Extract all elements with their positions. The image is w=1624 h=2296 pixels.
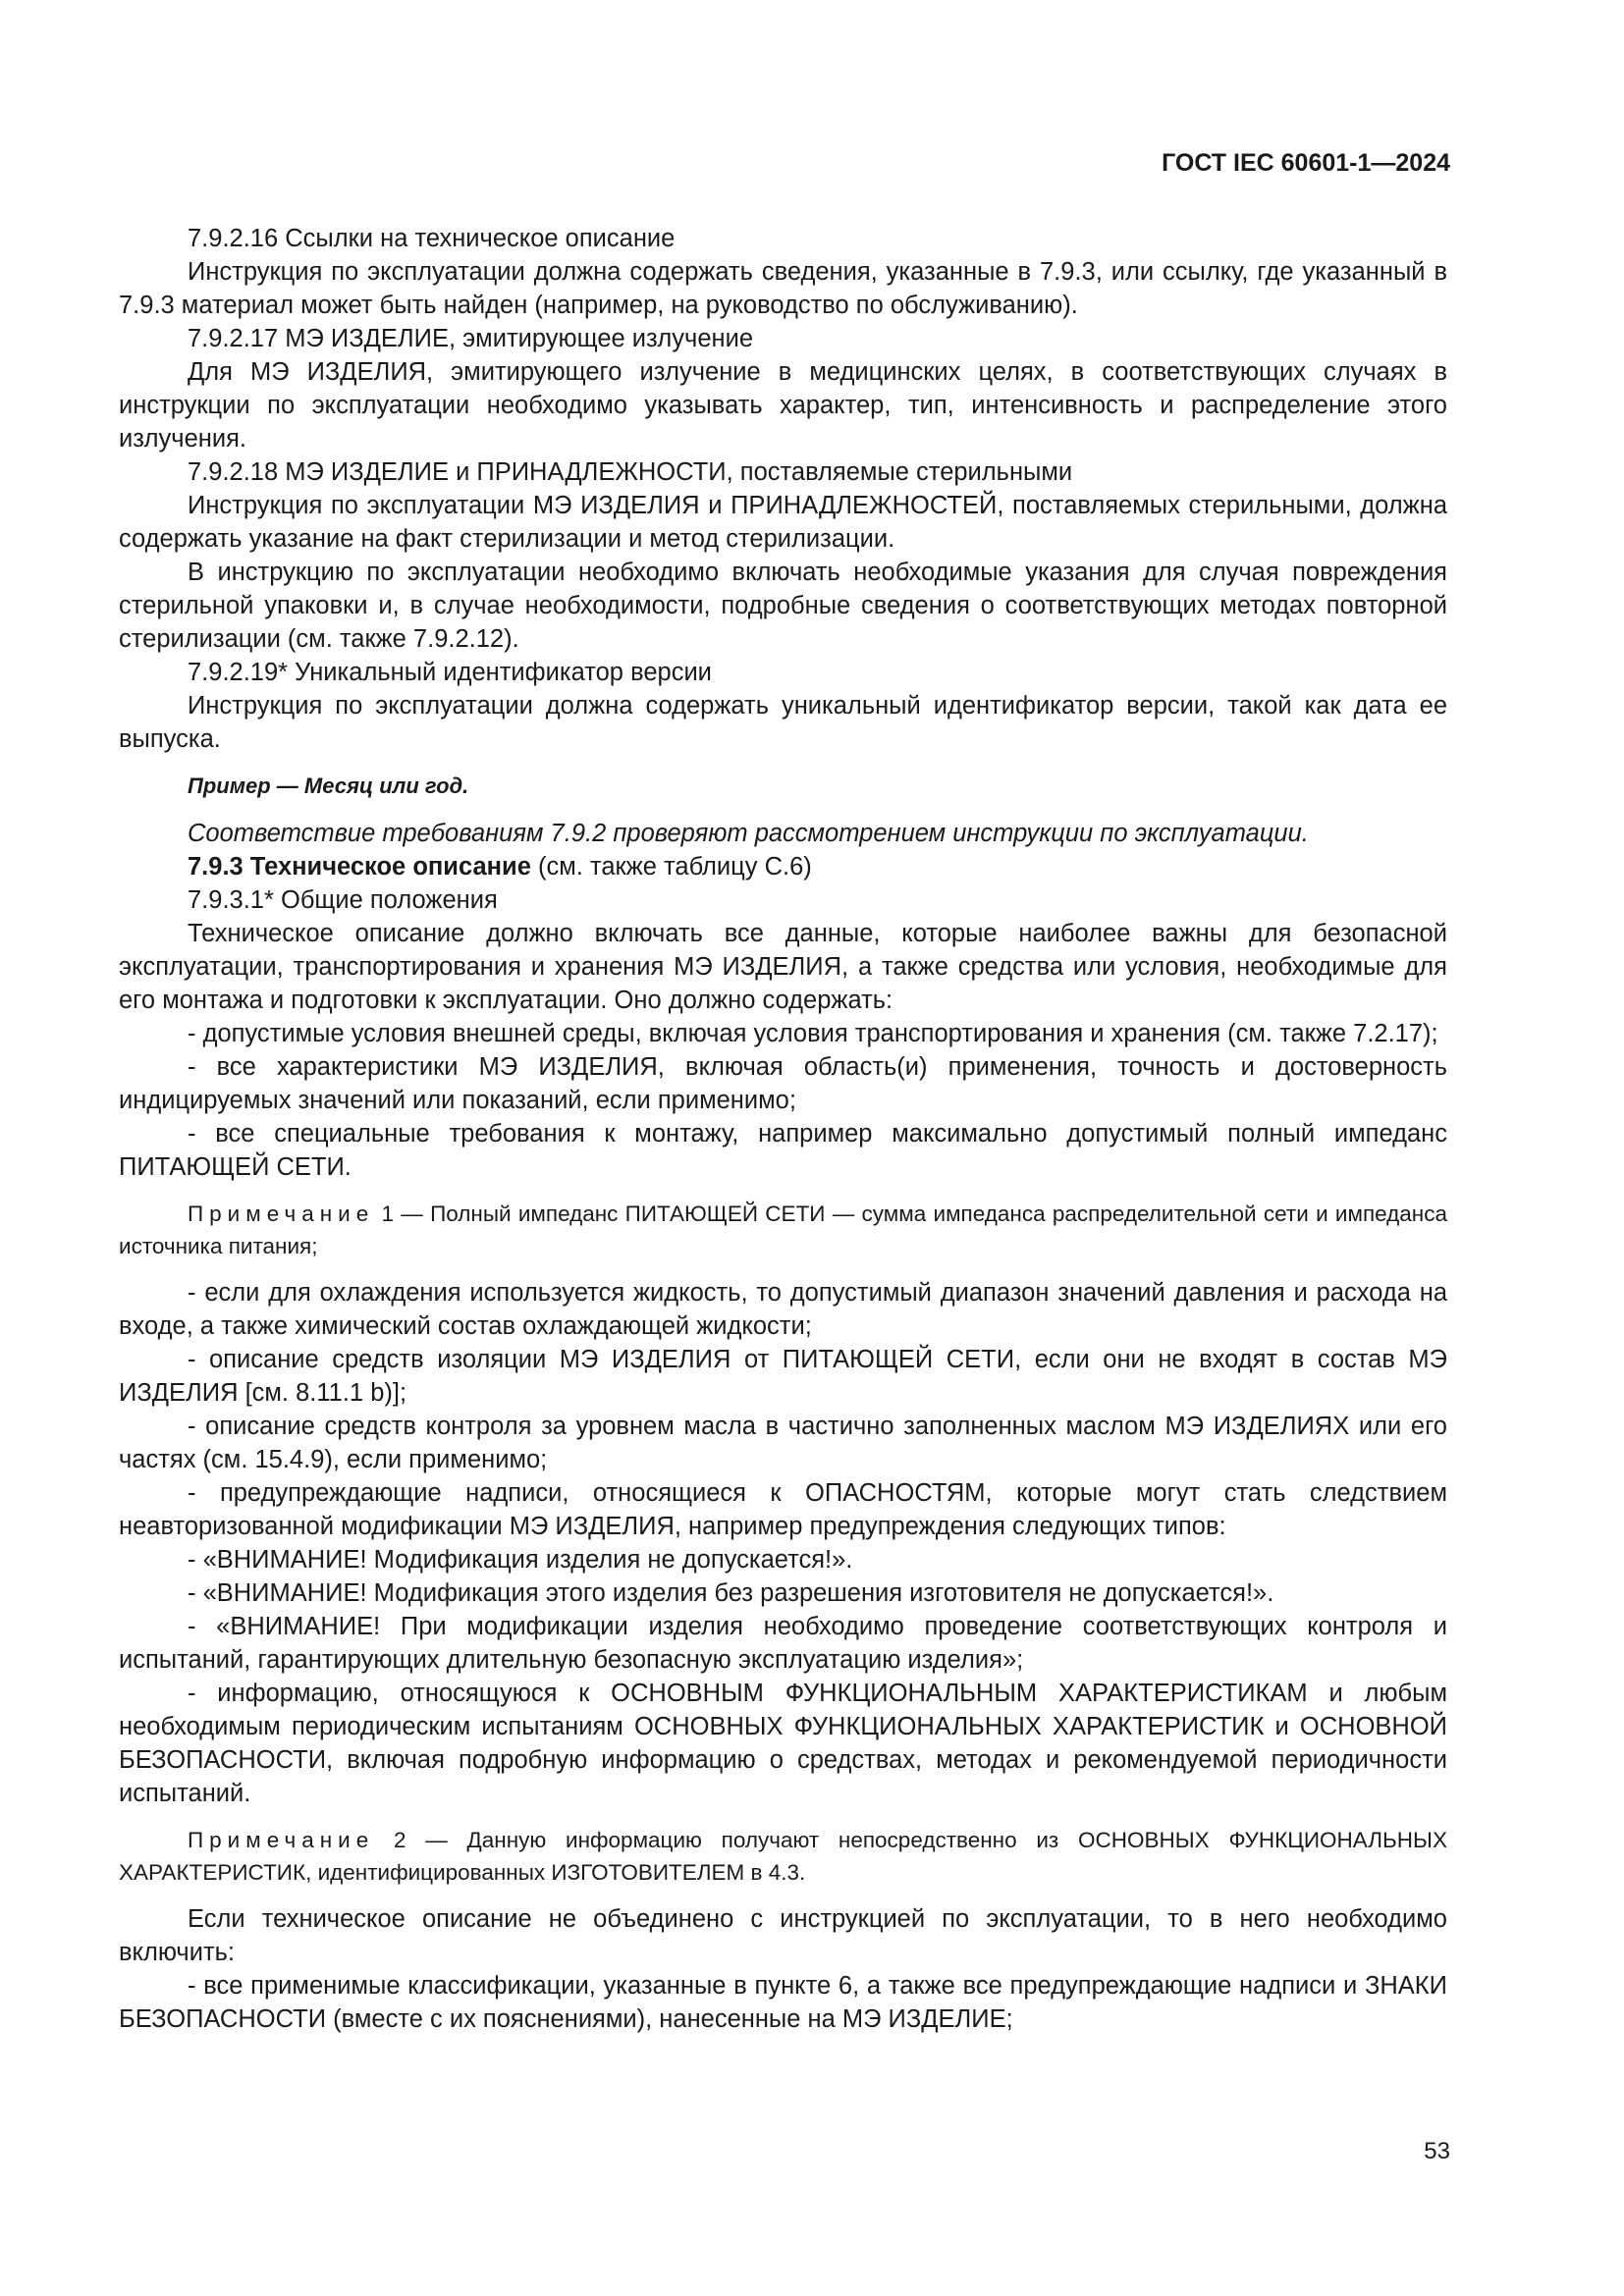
list-item: - «ВНИМАНИЕ! Модификация этого изделия без разрешения изготовителя не допускается!». bbox=[188, 1579, 1274, 1607]
paragraph: Инструкция по эксплуатации МЭ ИЗДЕЛИЯ и ПРИНАДЛЕЖНОСТЕЙ, поставляемых стерильными, должна содержать указание на факт стерилизации и метод стерилизации. bbox=[119, 492, 1447, 553]
list-item: - «ВНИМАНИЕ! При модификации изделия необходимо проведение соответствующих контроля и испытаний, гарантирующих длительную безопасную эксплуатацию изделия»; bbox=[119, 1613, 1447, 1674]
note-label: Примечание bbox=[188, 1201, 375, 1226]
example-line: Пример — Месяц или год. bbox=[188, 774, 469, 798]
paragraph: В инструкцию по эксплуатации необходимо включать необходимые указания для случая повреждения стерильной упаковки и, в случае необходимости, подробные сведения о соответствующих методах повторной стерилизации (см. также 7.9.2.12). bbox=[119, 559, 1447, 653]
compliance-statement: Соответствие требованиям 7.9.2 проверяют рассмотрением инструкции по эксплуатации. bbox=[188, 820, 1309, 847]
section-reference: (см. также таблицу С.6) bbox=[538, 853, 812, 881]
list-item: - все применимые классификации, указанные в пункте 6, а также все предупреждающие надписи и ЗНАКИ БЕЗОПАСНОСТИ (вместе с их пояснениями), нанесенные на МЭ ИЗДЕЛИЕ; bbox=[119, 1972, 1447, 2033]
list-item: - допустимые условия внешней среды, включая условия транспортирования и хранения (см. также 7.2.17); bbox=[188, 1020, 1438, 1047]
clause-heading: 7.9.2.17 МЭ ИЗДЕЛИЕ, эмитирующее излучение bbox=[188, 325, 754, 352]
list-item: - все специальные требования к монтажу, например максимально допустимый полный импеданс ПИТАЮЩЕЙ СЕТИ. bbox=[119, 1120, 1447, 1181]
paragraph: Техническое описание должно включать все данные, которые наиболее важны для безопасной эксплуатации, транспортирования и хранения МЭ ИЗДЕЛИЯ, а также средства или условия, необходимые для его монтажа и подготовки к эксплуатации. Оно должно содержать: bbox=[119, 920, 1447, 1014]
list-item: - информацию, относящуюся к ОСНОВНЫМ ФУНКЦИОНАЛЬНЫМ ХАРАКТЕРИСТИКАМ и любым необходимым периодическим испытаниям ОСНОВНЫХ ФУНКЦИОНАЛЬНЫХ ХАРАКТЕРИСТИК и ОСНОВНОЙ БЕЗОПАСНОСТИ, включая подробную информацию о средствах, методах и рекомендуемой периодичности испытаний. bbox=[119, 1680, 1447, 1807]
paragraph: Инструкция по эксплуатации должна содержать сведения, указанные в 7.9.3, или ссылку, где указанный в 7.9.3 материал может быть найден (например, на руководство по обслуживанию). bbox=[119, 258, 1447, 319]
list-item: - «ВНИМАНИЕ! Модификация изделия не допускается!». bbox=[188, 1546, 853, 1574]
document-header: ГОСТ IEC 60601-1—2024 bbox=[1162, 149, 1450, 177]
list-item: - описание средств контроля за уровнем масла в частично заполненных маслом МЭ ИЗДЕЛИЯХ или его частях (см. 15.4.9), если применимо; bbox=[119, 1413, 1447, 1473]
section-title: 7.9.3 Техническое описание bbox=[188, 853, 531, 881]
clause-heading: 7.9.2.18 МЭ ИЗДЕЛИЕ и ПРИНАДЛЕЖНОСТИ, поставляемые стерильными bbox=[188, 458, 1073, 486]
note-1 bbox=[119, 1198, 1447, 1262]
list-item: - описание средств изоляции МЭ ИЗДЕЛИЯ от ПИТАЮЩЕЙ СЕТИ, если они не входят в состав МЭ ИЗДЕЛИЯ [см. 8.11.1 b)]; bbox=[119, 1346, 1447, 1407]
clause-heading: 7.9.3.1* Общие положения bbox=[188, 886, 498, 914]
clause-heading: 7.9.2.19* Уникальный идентификатор версии bbox=[188, 659, 712, 686]
list-item: - все характеристики МЭ ИЗДЕЛИЯ, включая область(и) применения, точность и достоверность индицируемых значений или показаний, если применимо; bbox=[119, 1053, 1447, 1114]
section-heading bbox=[119, 850, 1447, 883]
list-item: - предупреждающие надписи, относящиеся к ОПАСНОСТЯМ, которые могут стать следствием неавторизованной модификации МЭ ИЗДЕЛИЯ, например предупреждения следующих типов: bbox=[119, 1479, 1447, 1540]
paragraph: Если техническое описание не объединено с инструкцией по эксплуатации, то в него необходимо включить: bbox=[119, 1905, 1447, 1966]
paragraph: Инструкция по эксплуатации должна содержать уникальный идентификатор версии, такой как дата ее выпуска. bbox=[119, 692, 1447, 753]
paragraph: Для МЭ ИЗДЕЛИЯ, эмитирующего излучение в медицинских целях, в соответствующих случаях в инструкции по эксплуатации необходимо указывать характер, тип, интенсивность и распределение этого излучения. bbox=[119, 358, 1447, 453]
note-2 bbox=[119, 1824, 1447, 1889]
document-body bbox=[119, 222, 1447, 2036]
note-text: 1 — Полный импеданс ПИТАЮЩЕЙ СЕТИ — сумма импеданса распределительной сети и импеданса источника питания; bbox=[119, 1201, 1447, 1258]
list-item: - если для охлаждения используется жидкость, то допустимый диапазон значений давления и расхода на входе, а также химический состав охлаждающей жидкости; bbox=[119, 1279, 1447, 1340]
note-text: 2 — Данную информацию получают непосредственно из ОСНОВНЫХ ФУНКЦИОНАЛЬНЫХ ХАРАКТЕРИСТИК, идентифицированных ИЗГОТОВИТЕЛЕМ в 4.3. bbox=[119, 1828, 1447, 1885]
page-number: 53 bbox=[1424, 2138, 1450, 2164]
note-label: Примечание bbox=[188, 1828, 375, 1852]
clause-heading: 7.9.2.16 Ссылки на техническое описание bbox=[188, 225, 676, 252]
